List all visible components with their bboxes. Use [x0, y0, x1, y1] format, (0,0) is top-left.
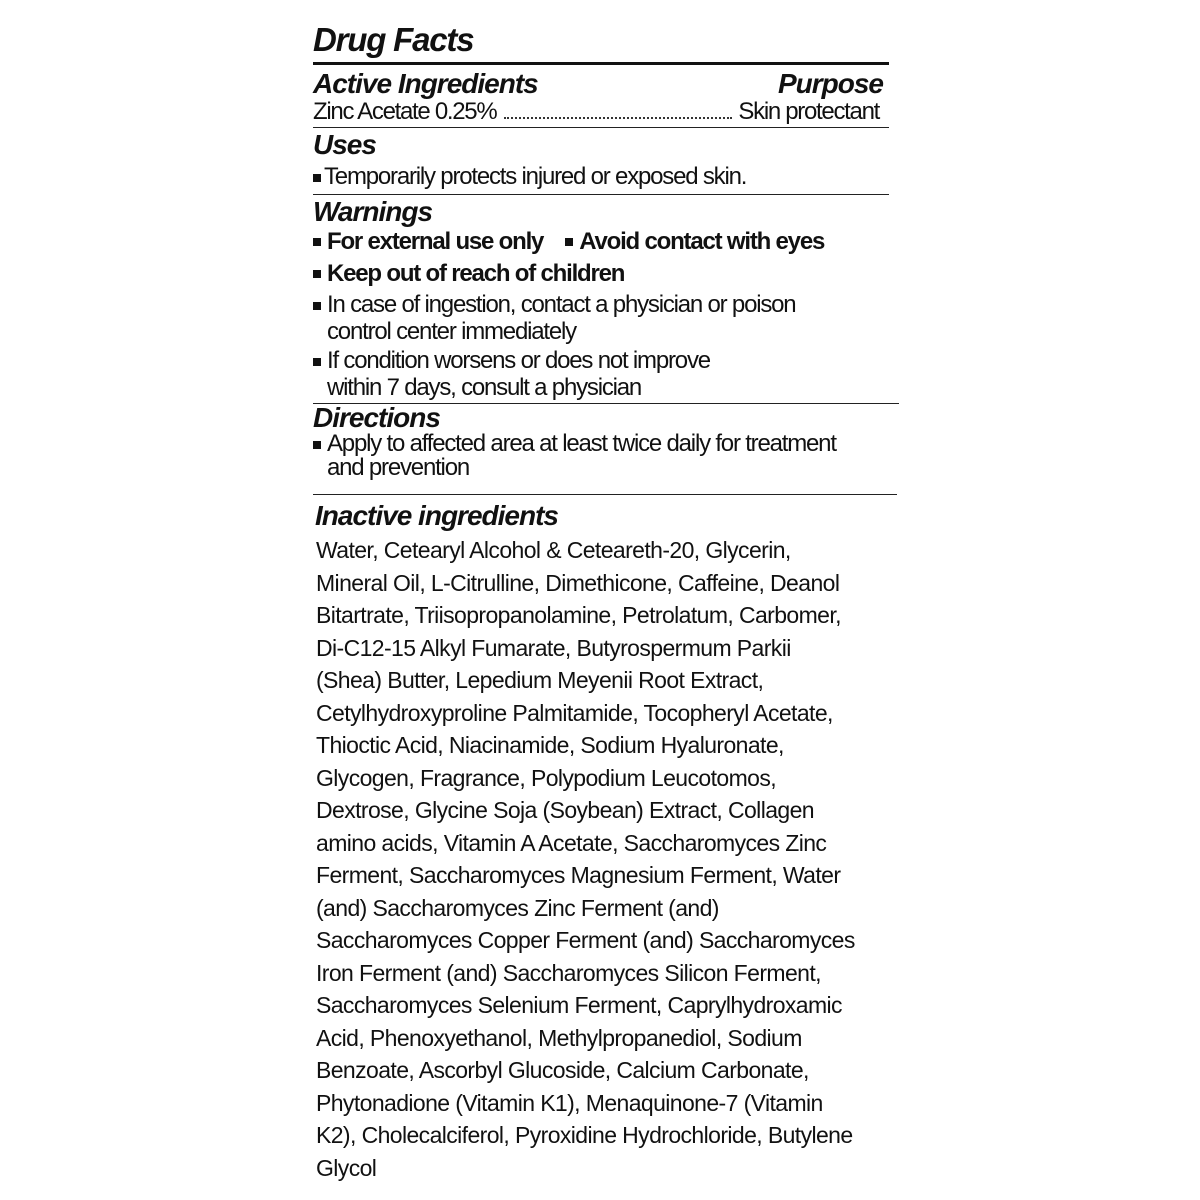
bullet-square-icon: [313, 358, 321, 366]
inactive-ingredients-line: Iron Ferment (and) Saccharomyces Silicon Ferment,: [316, 959, 821, 986]
inactive-ingredients-line: Benzoate, Ascorbyl Glucoside, Calcium Carbonate,: [316, 1057, 809, 1083]
bullet-square-icon: [313, 174, 321, 182]
inactive-heading: Inactive ingredients: [315, 500, 558, 531]
uses-item-text: Temporarily protects injured or exposed skin.: [324, 163, 747, 190]
bullet-square-icon: [313, 302, 321, 310]
warning-eyes-text: Avoid contact with eyes: [579, 228, 825, 255]
inactive-ingredients-line: Thioctic Acid, Niacinamide, Sodium Hyaluronate,: [316, 732, 784, 758]
inactive-ingredients-line: Bitartrate, Triisopropanolamine, Petrolatum, Carbomer,: [316, 602, 841, 628]
directions-text: [327, 432, 836, 480]
inactive-ingredients-line: Mineral Oil, L-Citrulline, Dimethicone, Caffeine, Deanol: [316, 569, 840, 596]
warning-worsens: [313, 347, 899, 401]
directions-line-1: Apply to affected area at least twice daily for treatment: [327, 430, 836, 457]
drug-facts-panel: [313, 18, 899, 1184]
bullet-square-icon: [313, 270, 321, 278]
inactive-ingredients-line: Phytonadione (Vitamin K1), Menaquinone-7 (Vitamin: [316, 1089, 823, 1116]
drug-facts-title: Drug Facts: [313, 21, 474, 58]
dotted-leader: [504, 117, 732, 119]
warning-worsens-text: [327, 347, 710, 401]
warnings-row-1: [313, 227, 899, 257]
inactive-ingredients-line: K2), Cholecalciferol, Pyroxidine Hydrochloride, Butylene: [316, 1122, 853, 1148]
inactive-ingredients-line: (Shea) Butter, Lepedium Meyenii Root Extract,: [316, 667, 764, 693]
inactive-ingredients-line: Glycol: [316, 1154, 377, 1181]
inactive-ingredients-list: [316, 534, 902, 1184]
title-rule: [313, 62, 889, 65]
warning-children: [313, 259, 624, 289]
uses-rule: [313, 194, 889, 195]
bullet-square-icon: [313, 441, 321, 449]
inactive-ingredients-line: Cetylhydroxyproline Palmitamide, Tocopheryl Acetate,: [316, 699, 833, 726]
active-ingredients-header: [313, 69, 889, 99]
inactive-ingredients-line: (and) Saccharomyces Zinc Ferment (and): [316, 894, 719, 921]
inactive-ingredients-line: Saccharomyces Copper Ferment (and) Saccharomyces: [316, 927, 855, 953]
warning-worsens-line-2: within 7 days, consult a physician: [327, 374, 642, 401]
directions-rule: [313, 494, 897, 495]
directions-heading: Directions: [313, 402, 440, 433]
inactive-ingredients-line: Di-C12-15 Alkyl Fumarate, Butyrospermum Parkii: [316, 634, 791, 661]
inactive-ingredients-line: Water, Cetearyl Alcohol & Ceteareth-20, Glycerin,: [316, 537, 791, 563]
uses-heading: Uses: [313, 129, 376, 160]
inactive-ingredients-line: Acid, Phenoxyethanol, Methylpropanediol, Sodium: [316, 1024, 802, 1051]
inactive-ingredients-line: Glycogen, Fragrance, Polypodium Leucotomos,: [316, 764, 777, 791]
warning-worsens-line-1: If condition worsens or does not improve: [327, 347, 710, 374]
inactive-ingredients-line: Dextrose, Glycine Soja (Soybean) Extract, Collagen: [316, 797, 814, 823]
warning-ingestion: [313, 291, 899, 345]
inactive-ingredients-line: amino acids, Vitamin A Acetate, Saccharomyces Zinc: [316, 829, 827, 856]
warning-children-text: Keep out of reach of children: [327, 260, 625, 287]
warning-external: [313, 227, 543, 257]
warning-eyes: [565, 227, 824, 257]
active-ingredient-name: Zinc Acetate 0.25%: [313, 98, 497, 125]
directions-item: [313, 432, 899, 480]
warning-ingestion-line-1: In case of ingestion, contact a physician or poison: [327, 291, 796, 318]
directions-line-2: and prevention: [327, 454, 469, 481]
bullet-square-icon: [313, 238, 321, 246]
purpose-heading: Purpose: [777, 68, 883, 99]
bullet-square-icon: [565, 238, 573, 246]
warning-ingestion-line-2: control center immediately: [327, 318, 576, 345]
active-ingredient-row: [313, 99, 889, 125]
inactive-ingredients-line: Saccharomyces Selenium Ferment, Caprylhydroxamic: [316, 992, 842, 1018]
warning-ingestion-text: [327, 291, 795, 345]
warning-external-text: For external use only: [327, 228, 544, 255]
uses-item: [313, 163, 899, 190]
warnings-row-2: [313, 259, 899, 289]
active-ingredient-purpose: Skin protectant: [738, 98, 879, 125]
active-rule: [313, 127, 889, 128]
active-ingredients-heading: Active Ingredients: [313, 68, 538, 99]
warnings-heading: Warnings: [313, 196, 433, 227]
inactive-ingredients-line: Ferment, Saccharomyces Magnesium Ferment, Water: [316, 862, 841, 888]
